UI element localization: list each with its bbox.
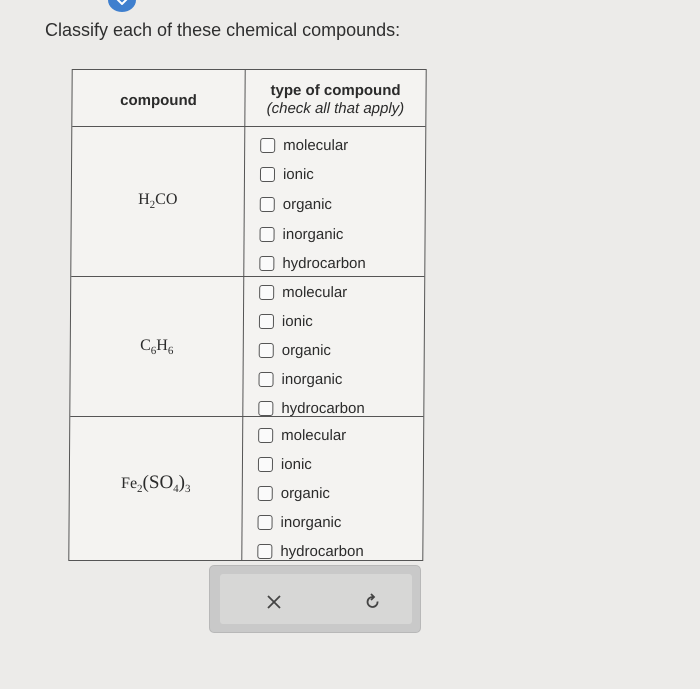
option-label: hydrocarbon xyxy=(282,254,366,272)
checkbox-box[interactable] xyxy=(260,167,275,182)
checkbox-box[interactable] xyxy=(260,138,275,153)
checkbox-box[interactable] xyxy=(258,515,273,530)
checkbox-molecular[interactable] xyxy=(259,282,347,302)
checkbox-box[interactable] xyxy=(259,343,274,358)
checkbox-hydrocarbon[interactable] xyxy=(259,253,366,273)
checkbox-hydrocarbon[interactable] xyxy=(258,398,365,418)
checkbox-box[interactable] xyxy=(258,457,273,472)
checkbox-ionic[interactable] xyxy=(259,311,313,331)
checkbox-box[interactable] xyxy=(259,372,274,387)
checkbox-box[interactable] xyxy=(260,227,275,242)
option-label: organic xyxy=(282,195,333,213)
option-label: molecular xyxy=(282,283,348,301)
answer-action-bar xyxy=(209,565,421,633)
question-prompt: Classify each of these chemical compounds: xyxy=(45,20,401,40)
checkbox-molecular[interactable] xyxy=(258,425,346,445)
option-label: inorganic xyxy=(280,513,342,531)
x-icon[interactable] xyxy=(267,595,281,614)
table-row xyxy=(71,127,425,277)
checkbox-box[interactable] xyxy=(259,314,274,329)
checkbox-box[interactable] xyxy=(259,256,274,271)
option-label: inorganic xyxy=(281,370,343,388)
checkbox-box[interactable] xyxy=(258,486,273,501)
header-compound: compound xyxy=(120,92,197,109)
option-label: organic xyxy=(280,484,331,502)
checkbox-inorganic[interactable] xyxy=(258,369,342,389)
checkbox-organic[interactable] xyxy=(259,340,331,360)
checkbox-box[interactable] xyxy=(258,401,273,416)
header-type-label: type of compound xyxy=(270,82,401,99)
checkbox-box[interactable] xyxy=(257,544,272,559)
action-bar-inner xyxy=(220,574,412,624)
checkbox-box[interactable] xyxy=(258,428,273,443)
option-label: organic xyxy=(281,341,332,359)
header-type-note: (check all that apply) xyxy=(266,100,405,117)
collapse-chevron-icon[interactable] xyxy=(108,0,136,12)
compound-formula: $Fe_2(SO_4)_3$ xyxy=(121,472,191,496)
checkbox-molecular[interactable] xyxy=(260,135,348,155)
table-row xyxy=(70,277,424,417)
option-label: ionic xyxy=(281,312,313,330)
option-label: hydrocarbon xyxy=(281,399,365,417)
compound-formula: $H_2CO$ xyxy=(138,191,178,212)
classification-table xyxy=(68,69,426,561)
checkbox-organic[interactable] xyxy=(260,194,332,214)
option-label: ionic xyxy=(282,165,314,183)
compound-formula: $C_6H_6$ xyxy=(140,337,174,358)
checkbox-ionic[interactable] xyxy=(260,164,314,184)
table-row xyxy=(69,417,423,560)
checkbox-box[interactable] xyxy=(259,285,274,300)
option-label: hydrocarbon xyxy=(280,542,364,560)
option-label: inorganic xyxy=(282,225,344,243)
table-header xyxy=(72,70,425,127)
checkbox-hydrocarbon[interactable] xyxy=(257,541,364,561)
option-label: molecular xyxy=(283,136,349,154)
checkbox-box[interactable] xyxy=(260,197,275,212)
checkbox-inorganic[interactable] xyxy=(257,512,341,532)
option-label: ionic xyxy=(280,455,312,473)
option-label: molecular xyxy=(281,426,347,444)
checkbox-inorganic[interactable] xyxy=(259,224,343,244)
checkbox-organic[interactable] xyxy=(258,483,330,503)
redo-icon[interactable] xyxy=(365,593,381,616)
checkbox-ionic[interactable] xyxy=(258,454,312,474)
header-type-of-compound xyxy=(245,82,425,118)
